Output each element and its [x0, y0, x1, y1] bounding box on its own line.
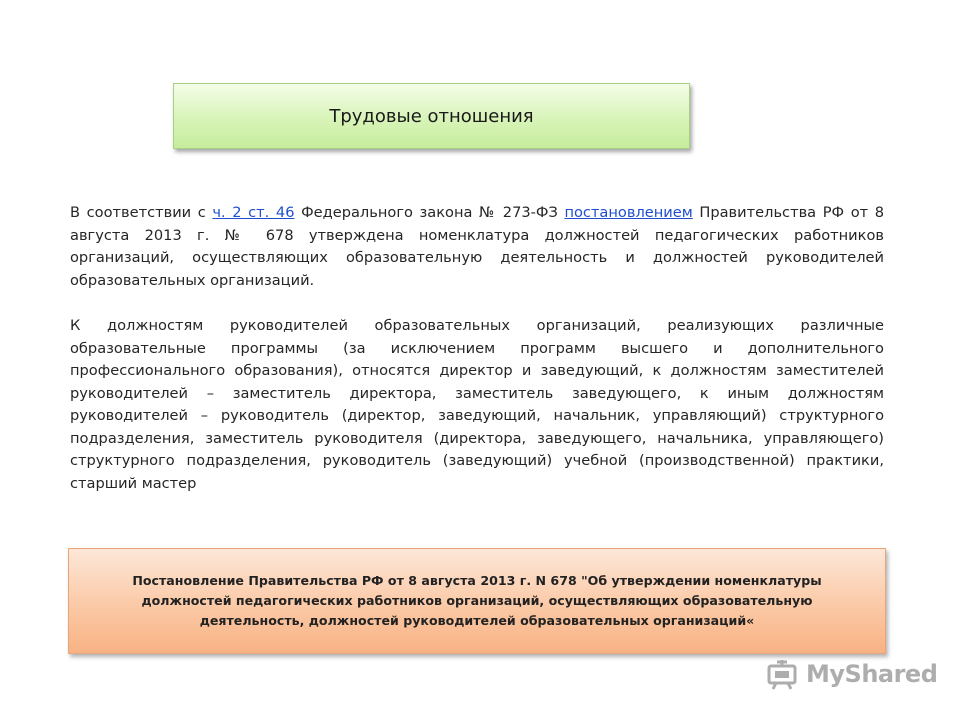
- watermark: [766, 656, 937, 692]
- myshared-logo-icon: [766, 657, 800, 691]
- title-box: [173, 83, 690, 149]
- paragraph-legal-basis: [70, 202, 884, 292]
- slide-title: Трудовые отношения: [329, 105, 534, 127]
- law-article-link[interactable]: ч. 2 ст. 46: [212, 204, 295, 221]
- paragraph1-text-middle: Федерального закона № 273-ФЗ: [294, 204, 565, 221]
- paragraph1-text-start: В соответствии с: [70, 204, 213, 221]
- main-content: [70, 202, 884, 495]
- resolution-note-text: Постановление Правительства РФ от 8 августа 2013 г. N 678 "Об утверждении номенклатуры должностей педагогических работников организаций, осуществляющих образовательную деятельность, должностей руководителей образовательных организаций«: [132, 573, 822, 628]
- watermark-text: MyShared: [806, 660, 938, 688]
- paragraph1-text-end: Правительства РФ от 8 августа 2013 г. № 678 утверждена номенклатура должностей педагогических работников организаций, осуществляющих образовательную деятельность и должностей руководителей образовательных организаций.: [70, 204, 885, 289]
- resolution-link[interactable]: постановлением: [564, 204, 693, 221]
- resolution-note-box: [68, 548, 886, 654]
- paragraph-positions: К должностям руководителей образовательных организаций, реализующих различные образовательные программы (за исключением программ высшего и дополнительного профессионального образования), относятся директор и заведующий, к должностям заместителей руководителей – заместитель директора, заместитель заведующего, к иным должностям руководителей – руководитель (директор, заведующий, начальник, управляющий) структурного подразделения, заместитель руководителя (директора, заведующего, начальника, управляющего) структурного подразделения, руководитель (заведующий) учебной (производственной) практики, старший мастер: [70, 317, 884, 492]
